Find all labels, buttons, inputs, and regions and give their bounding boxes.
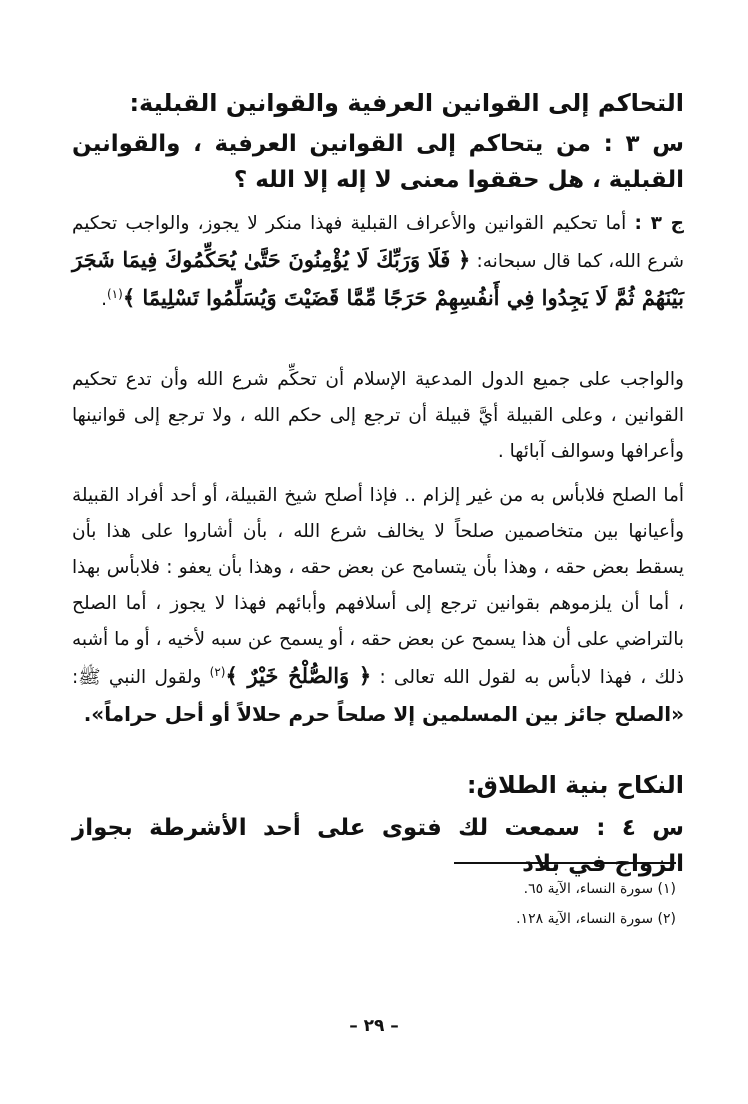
quran-verse: ﴿ فَلَا وَرَبِّكَ لَا يُؤْمِنُونَ حَتَّىٰ يُحَكِّمُوكَ فِيمَا شَجَرَ بَيْنَهُمْ ثُمَّ لَا يَجِدُوا فِي أَنفُسِهِمْ حَرَجًا مِّمَّا قَضَيْتَ وَيُسَلِّمُوا تَسْلِيمًا ﴾	[72, 247, 684, 310]
footnotes	[76, 874, 676, 934]
footnote-ref-2: (٢)	[209, 664, 226, 679]
hadith-text: «الصلح جائز بين المسلمين إلا صلحاً حرم حلالاً أو أحل حراماً».	[83, 702, 684, 726]
heading-text: التحاكم إلى القوانين العرفية والقوانين القبلية:	[129, 89, 684, 117]
quran-verse: ﴿ وَالصُّلْحُ خَيْرٌ ﴾	[225, 663, 372, 688]
footnote-ref-1: (١)	[106, 286, 123, 301]
footnote-separator	[454, 862, 676, 864]
heading-text: النكاح بنية الطلاق:	[466, 771, 684, 799]
paragraph-reconciliation	[72, 478, 684, 734]
question-text: سمعت لك فتوى على أحد الأشرطة بجواز الزواج في بلاد	[72, 815, 684, 877]
question-number: س ٣ :	[603, 131, 684, 157]
section-heading-tribal-laws	[72, 86, 684, 120]
section-heading-marriage	[72, 768, 684, 802]
paragraph-obligation	[72, 362, 684, 470]
question-text: من يتحاكم إلى القوانين العرفية ، والقوانين القبلية ، هل حققوا معنى لا إله إلا الله ؟	[72, 131, 684, 193]
answer-3	[72, 206, 684, 318]
footnote-1: (١) سورة النساء، الآية ٦٥.	[523, 881, 676, 897]
question-4	[72, 810, 684, 882]
paragraph-text: أما الصلح فلابأس به من غير إلزام .. فإذا أصلح شيخ القبيلة، أو أحد أفراد القبيلة وأعيانها بين متخاصمين صلحاً لا يخالف شرع الله ، بأن أشاروا على هذا بأن يسقط بعض حقه ، وهذا بأن يتسامح عن بعض حقه ، وهذا بأن يعفو : فلابأس بهذا ، أما أن يلزموهم بقوانين ترجع إلى أسلافهم وأبائهم فهذا لا يجوز ، أما الصلح بالتراضي على أن هذا يسمح عن بعض حقه ، أو يسمح عن سبه لأخيه ، أو ما أشبه ذلك ، فهذا لابأس به لقول الله تعالى :	[72, 485, 684, 688]
footnote-2: (٢) سورة النساء، الآية ١٢٨.	[516, 911, 676, 927]
answer-end: .	[101, 289, 107, 310]
question-number: س ٤ :	[596, 815, 684, 841]
paragraph-text: والواجب على جميع الدول المدعية الإسلام أن تحكِّم شرع الله وأن تدع تحكيم القوانين ، وعلى القبيلة أيَّ قبيلة أن ترجع إلى حكم الله ، ولا ترجع إلى قوانينها وأعرافها وسوالف آبائها .	[72, 369, 684, 462]
page-number: – ٢٩ –	[349, 1016, 399, 1036]
answer-text: أما تحكيم القوانين والأعراف القبلية فهذا منكر لا يجوز، والواجب تحكيم شرع الله، كما قال سبحانه:	[72, 213, 684, 272]
hadith-intro: ولقول النبي ﷺ:	[72, 667, 202, 688]
answer-number: ج ٣ :	[634, 213, 684, 234]
question-3	[72, 126, 684, 198]
